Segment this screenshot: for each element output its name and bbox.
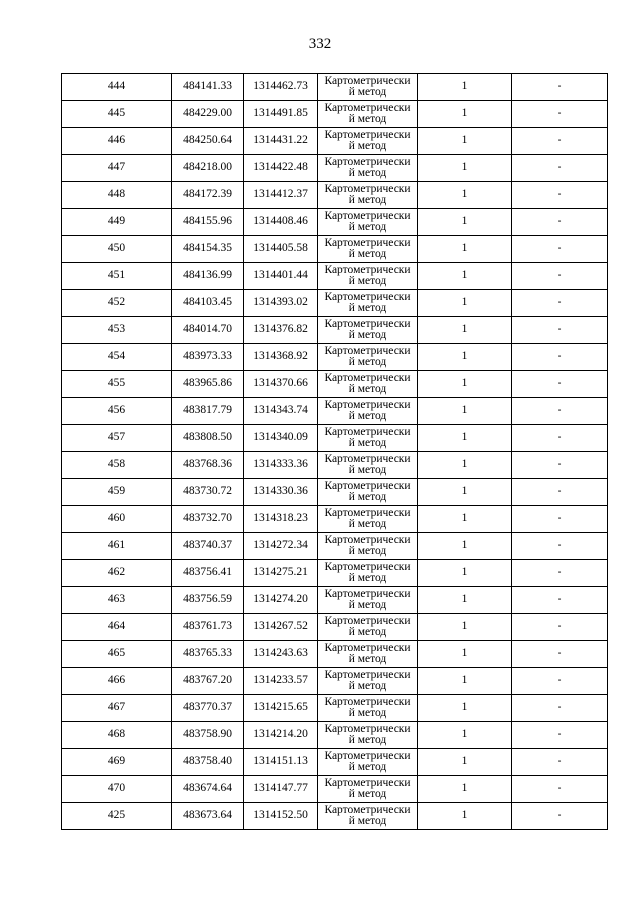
y-coordinate-cell: 1314151.13 bbox=[244, 749, 318, 776]
method-text-line-2: й метод bbox=[348, 113, 387, 125]
note-cell: - bbox=[512, 722, 608, 749]
table-row bbox=[62, 182, 608, 209]
x-coordinate-cell: 483767.20 bbox=[172, 668, 244, 695]
method-text-line-1: Картометрически bbox=[324, 155, 411, 168]
x-coordinate-cell: 483674.64 bbox=[172, 776, 244, 803]
accuracy-cell: 1 bbox=[418, 317, 512, 344]
x-coordinate-cell: 483730.72 bbox=[172, 479, 244, 506]
x-coordinate-cell: 483740.37 bbox=[172, 533, 244, 560]
method-cell bbox=[318, 668, 418, 695]
method-text-line-2: й метод bbox=[348, 545, 387, 557]
point-number-cell: 456 bbox=[62, 398, 172, 425]
method-text-line-1: Картометрически bbox=[324, 128, 411, 141]
y-coordinate-cell: 1314318.23 bbox=[244, 506, 318, 533]
point-number-cell: 446 bbox=[62, 128, 172, 155]
y-coordinate-cell: 1314243.63 bbox=[244, 641, 318, 668]
note-cell: - bbox=[512, 101, 608, 128]
point-number-cell: 444 bbox=[62, 74, 172, 101]
accuracy-cell: 1 bbox=[418, 263, 512, 290]
method-text-line-2: й метод bbox=[348, 86, 387, 98]
point-number-cell: 459 bbox=[62, 479, 172, 506]
method-cell bbox=[318, 236, 418, 263]
note-cell: - bbox=[512, 128, 608, 155]
x-coordinate-cell: 484218.00 bbox=[172, 155, 244, 182]
point-number-cell: 465 bbox=[62, 641, 172, 668]
method-text-line-2: й метод bbox=[348, 491, 387, 503]
x-coordinate-cell: 483756.59 bbox=[172, 587, 244, 614]
note-cell: - bbox=[512, 74, 608, 101]
accuracy-cell: 1 bbox=[418, 155, 512, 182]
method-text-line-1: Картометрически bbox=[324, 641, 411, 654]
method-cell bbox=[318, 533, 418, 560]
x-coordinate-cell: 483673.64 bbox=[172, 803, 244, 830]
accuracy-cell: 1 bbox=[418, 290, 512, 317]
y-coordinate-cell: 1314233.57 bbox=[244, 668, 318, 695]
accuracy-cell: 1 bbox=[418, 479, 512, 506]
table-row bbox=[62, 479, 608, 506]
point-number-cell: 466 bbox=[62, 668, 172, 695]
method-text-line-2: й метод bbox=[348, 707, 387, 719]
method-text-line-1: Картометрически bbox=[324, 749, 411, 762]
coordinates-table bbox=[61, 73, 608, 830]
point-number-cell: 445 bbox=[62, 101, 172, 128]
table-row bbox=[62, 398, 608, 425]
x-coordinate-cell: 483817.79 bbox=[172, 398, 244, 425]
method-text-line-2: й метод bbox=[348, 302, 387, 314]
y-coordinate-cell: 1314393.02 bbox=[244, 290, 318, 317]
x-coordinate-cell: 484136.99 bbox=[172, 263, 244, 290]
method-text-line-2: й метод bbox=[348, 248, 387, 260]
x-coordinate-cell: 484141.33 bbox=[172, 74, 244, 101]
method-text-line-2: й метод bbox=[348, 518, 387, 530]
accuracy-cell: 1 bbox=[418, 641, 512, 668]
note-cell: - bbox=[512, 398, 608, 425]
point-number-cell: 461 bbox=[62, 533, 172, 560]
y-coordinate-cell: 1314267.52 bbox=[244, 614, 318, 641]
y-coordinate-cell: 1314408.46 bbox=[244, 209, 318, 236]
table-row bbox=[62, 749, 608, 776]
method-cell bbox=[318, 641, 418, 668]
y-coordinate-cell: 1314214.20 bbox=[244, 722, 318, 749]
point-number-cell: 463 bbox=[62, 587, 172, 614]
method-cell bbox=[318, 74, 418, 101]
method-text-line-2: й метод bbox=[348, 761, 387, 773]
method-text-line-1: Картометрически bbox=[324, 506, 411, 519]
point-number-cell: 454 bbox=[62, 344, 172, 371]
note-cell: - bbox=[512, 452, 608, 479]
y-coordinate-cell: 1314333.36 bbox=[244, 452, 318, 479]
y-coordinate-cell: 1314422.48 bbox=[244, 155, 318, 182]
method-text-line-2: й метод bbox=[348, 815, 387, 827]
method-text-line-2: й метод bbox=[348, 221, 387, 233]
note-cell: - bbox=[512, 560, 608, 587]
note-cell: - bbox=[512, 236, 608, 263]
accuracy-cell: 1 bbox=[418, 560, 512, 587]
method-cell bbox=[318, 479, 418, 506]
method-cell bbox=[318, 263, 418, 290]
accuracy-cell: 1 bbox=[418, 209, 512, 236]
method-text-line-2: й метод bbox=[348, 464, 387, 476]
note-cell: - bbox=[512, 587, 608, 614]
y-coordinate-cell: 1314330.36 bbox=[244, 479, 318, 506]
table-row bbox=[62, 506, 608, 533]
method-cell bbox=[318, 182, 418, 209]
y-coordinate-cell: 1314376.82 bbox=[244, 317, 318, 344]
table-row bbox=[62, 641, 608, 668]
method-text-line-2: й метод bbox=[348, 167, 387, 179]
table-row bbox=[62, 452, 608, 479]
point-number-cell: 460 bbox=[62, 506, 172, 533]
point-number-cell: 447 bbox=[62, 155, 172, 182]
y-coordinate-cell: 1314370.66 bbox=[244, 371, 318, 398]
table-row bbox=[62, 317, 608, 344]
x-coordinate-cell: 483808.50 bbox=[172, 425, 244, 452]
point-number-cell: 451 bbox=[62, 263, 172, 290]
table-row bbox=[62, 722, 608, 749]
table-row bbox=[62, 74, 608, 101]
method-text-line-2: й метод bbox=[348, 329, 387, 341]
method-text-line-1: Картометрически bbox=[324, 479, 411, 492]
x-coordinate-cell: 484250.64 bbox=[172, 128, 244, 155]
table-row bbox=[62, 614, 608, 641]
method-text-line-2: й метод bbox=[348, 410, 387, 422]
method-cell bbox=[318, 776, 418, 803]
note-cell: - bbox=[512, 263, 608, 290]
method-text-line-1: Картометрически bbox=[324, 776, 411, 789]
note-cell: - bbox=[512, 155, 608, 182]
coordinates-table-body bbox=[62, 74, 608, 830]
y-coordinate-cell: 1314462.73 bbox=[244, 74, 318, 101]
method-text-line-1: Картометрически bbox=[324, 587, 411, 600]
x-coordinate-cell: 484155.96 bbox=[172, 209, 244, 236]
point-number-cell: 425 bbox=[62, 803, 172, 830]
method-cell bbox=[318, 506, 418, 533]
method-cell bbox=[318, 101, 418, 128]
point-number-cell: 449 bbox=[62, 209, 172, 236]
y-coordinate-cell: 1314152.50 bbox=[244, 803, 318, 830]
table-row bbox=[62, 560, 608, 587]
accuracy-cell: 1 bbox=[418, 452, 512, 479]
method-cell bbox=[318, 344, 418, 371]
accuracy-cell: 1 bbox=[418, 506, 512, 533]
note-cell: - bbox=[512, 371, 608, 398]
x-coordinate-cell: 483758.90 bbox=[172, 722, 244, 749]
accuracy-cell: 1 bbox=[418, 587, 512, 614]
method-text-line-1: Картометрически bbox=[324, 344, 411, 357]
method-text-line-2: й метод bbox=[348, 599, 387, 611]
y-coordinate-cell: 1314431.22 bbox=[244, 128, 318, 155]
method-text-line-2: й метод bbox=[348, 788, 387, 800]
accuracy-cell: 1 bbox=[418, 749, 512, 776]
method-text-line-2: й метод bbox=[348, 572, 387, 584]
point-number-cell: 448 bbox=[62, 182, 172, 209]
point-number-cell: 467 bbox=[62, 695, 172, 722]
point-number-cell: 450 bbox=[62, 236, 172, 263]
point-number-cell: 462 bbox=[62, 560, 172, 587]
x-coordinate-cell: 483973.33 bbox=[172, 344, 244, 371]
accuracy-cell: 1 bbox=[418, 344, 512, 371]
method-text-line-1: Картометрически bbox=[324, 371, 411, 384]
method-cell bbox=[318, 722, 418, 749]
table-row bbox=[62, 236, 608, 263]
note-cell: - bbox=[512, 533, 608, 560]
accuracy-cell: 1 bbox=[418, 533, 512, 560]
y-coordinate-cell: 1314340.09 bbox=[244, 425, 318, 452]
method-text-line-1: Картометрически bbox=[324, 209, 411, 222]
y-coordinate-cell: 1314412.37 bbox=[244, 182, 318, 209]
accuracy-cell: 1 bbox=[418, 668, 512, 695]
table-row bbox=[62, 425, 608, 452]
y-coordinate-cell: 1314274.20 bbox=[244, 587, 318, 614]
table-row bbox=[62, 803, 608, 830]
y-coordinate-cell: 1314275.21 bbox=[244, 560, 318, 587]
table-row bbox=[62, 101, 608, 128]
table-row bbox=[62, 344, 608, 371]
y-coordinate-cell: 1314272.34 bbox=[244, 533, 318, 560]
x-coordinate-cell: 483965.86 bbox=[172, 371, 244, 398]
method-text-line-1: Картометрически bbox=[324, 425, 411, 438]
method-cell bbox=[318, 398, 418, 425]
x-coordinate-cell: 484172.39 bbox=[172, 182, 244, 209]
note-cell: - bbox=[512, 641, 608, 668]
method-text-line-2: й метод bbox=[348, 356, 387, 368]
method-text-line-2: й метод bbox=[348, 383, 387, 395]
method-text-line-1: Картометрически bbox=[324, 290, 411, 303]
point-number-cell: 469 bbox=[62, 749, 172, 776]
method-text-line-1: Картометрически bbox=[324, 236, 411, 249]
table-row bbox=[62, 587, 608, 614]
point-number-cell: 458 bbox=[62, 452, 172, 479]
note-cell: - bbox=[512, 749, 608, 776]
note-cell: - bbox=[512, 344, 608, 371]
x-coordinate-cell: 484154.35 bbox=[172, 236, 244, 263]
table-row bbox=[62, 155, 608, 182]
x-coordinate-cell: 483765.33 bbox=[172, 641, 244, 668]
method-text-line-1: Картометрически bbox=[324, 803, 411, 816]
note-cell: - bbox=[512, 182, 608, 209]
accuracy-cell: 1 bbox=[418, 101, 512, 128]
table-row bbox=[62, 128, 608, 155]
method-text-line-1: Картометрически bbox=[324, 668, 411, 681]
method-text-line-1: Картометрически bbox=[324, 101, 411, 114]
point-number-cell: 455 bbox=[62, 371, 172, 398]
method-cell bbox=[318, 614, 418, 641]
x-coordinate-cell: 483732.70 bbox=[172, 506, 244, 533]
method-text-line-1: Картометрически bbox=[324, 263, 411, 276]
accuracy-cell: 1 bbox=[418, 776, 512, 803]
y-coordinate-cell: 1314401.44 bbox=[244, 263, 318, 290]
method-cell bbox=[318, 560, 418, 587]
accuracy-cell: 1 bbox=[418, 128, 512, 155]
x-coordinate-cell: 483761.73 bbox=[172, 614, 244, 641]
note-cell: - bbox=[512, 290, 608, 317]
accuracy-cell: 1 bbox=[418, 371, 512, 398]
y-coordinate-cell: 1314215.65 bbox=[244, 695, 318, 722]
method-cell bbox=[318, 290, 418, 317]
point-number-cell: 453 bbox=[62, 317, 172, 344]
note-cell: - bbox=[512, 209, 608, 236]
y-coordinate-cell: 1314368.92 bbox=[244, 344, 318, 371]
method-cell bbox=[318, 452, 418, 479]
note-cell: - bbox=[512, 506, 608, 533]
method-text-line-2: й метод bbox=[348, 734, 387, 746]
method-text-line-1: Картометрически bbox=[324, 452, 411, 465]
x-coordinate-cell: 483758.40 bbox=[172, 749, 244, 776]
y-coordinate-cell: 1314147.77 bbox=[244, 776, 318, 803]
method-text-line-1: Картометрически bbox=[324, 695, 411, 708]
table-row bbox=[62, 668, 608, 695]
point-number-cell: 464 bbox=[62, 614, 172, 641]
method-text-line-1: Картометрически bbox=[324, 182, 411, 195]
method-text-line-2: й метод bbox=[348, 680, 387, 692]
accuracy-cell: 1 bbox=[418, 236, 512, 263]
method-text-line-2: й метод bbox=[348, 437, 387, 449]
method-text-line-2: й метод bbox=[348, 140, 387, 152]
method-cell bbox=[318, 803, 418, 830]
method-cell bbox=[318, 317, 418, 344]
method-cell bbox=[318, 695, 418, 722]
method-text-line-1: Картометрически bbox=[324, 614, 411, 627]
accuracy-cell: 1 bbox=[418, 614, 512, 641]
table-row bbox=[62, 263, 608, 290]
x-coordinate-cell: 483756.41 bbox=[172, 560, 244, 587]
method-cell bbox=[318, 128, 418, 155]
point-number-cell: 457 bbox=[62, 425, 172, 452]
note-cell: - bbox=[512, 803, 608, 830]
accuracy-cell: 1 bbox=[418, 695, 512, 722]
table-row bbox=[62, 533, 608, 560]
x-coordinate-cell: 483770.37 bbox=[172, 695, 244, 722]
note-cell: - bbox=[512, 479, 608, 506]
x-coordinate-cell: 484014.70 bbox=[172, 317, 244, 344]
note-cell: - bbox=[512, 317, 608, 344]
method-text-line-1: Картометрически bbox=[324, 722, 411, 735]
y-coordinate-cell: 1314343.74 bbox=[244, 398, 318, 425]
point-number-cell: 468 bbox=[62, 722, 172, 749]
accuracy-cell: 1 bbox=[418, 182, 512, 209]
method-cell bbox=[318, 371, 418, 398]
note-cell: - bbox=[512, 668, 608, 695]
method-text-line-2: й метод bbox=[348, 653, 387, 665]
note-cell: - bbox=[512, 695, 608, 722]
accuracy-cell: 1 bbox=[418, 74, 512, 101]
method-text-line-1: Картометрически bbox=[324, 560, 411, 573]
page-number: 332 bbox=[308, 36, 332, 52]
method-cell bbox=[318, 155, 418, 182]
method-cell bbox=[318, 587, 418, 614]
method-cell bbox=[318, 749, 418, 776]
x-coordinate-cell: 484229.00 bbox=[172, 101, 244, 128]
method-text-line-1: Картометрически bbox=[324, 74, 411, 87]
method-text-line-2: й метод bbox=[348, 194, 387, 206]
accuracy-cell: 1 bbox=[418, 803, 512, 830]
table-row bbox=[62, 290, 608, 317]
table-row bbox=[62, 776, 608, 803]
y-coordinate-cell: 1314405.58 bbox=[244, 236, 318, 263]
point-number-cell: 470 bbox=[62, 776, 172, 803]
accuracy-cell: 1 bbox=[418, 425, 512, 452]
table-row bbox=[62, 209, 608, 236]
x-coordinate-cell: 483768.36 bbox=[172, 452, 244, 479]
method-text-line-1: Картометрически bbox=[324, 317, 411, 330]
note-cell: - bbox=[512, 614, 608, 641]
method-text-line-2: й метод bbox=[348, 275, 387, 287]
accuracy-cell: 1 bbox=[418, 398, 512, 425]
x-coordinate-cell: 484103.45 bbox=[172, 290, 244, 317]
accuracy-cell: 1 bbox=[418, 722, 512, 749]
note-cell: - bbox=[512, 776, 608, 803]
y-coordinate-cell: 1314491.85 bbox=[244, 101, 318, 128]
method-text-line-1: Картометрически bbox=[324, 533, 411, 546]
method-cell bbox=[318, 209, 418, 236]
point-number-cell: 452 bbox=[62, 290, 172, 317]
method-cell bbox=[318, 425, 418, 452]
method-text-line-2: й метод bbox=[348, 626, 387, 638]
table-row bbox=[62, 371, 608, 398]
note-cell: - bbox=[512, 425, 608, 452]
table-row bbox=[62, 695, 608, 722]
method-text-line-1: Картометрически bbox=[324, 398, 411, 411]
